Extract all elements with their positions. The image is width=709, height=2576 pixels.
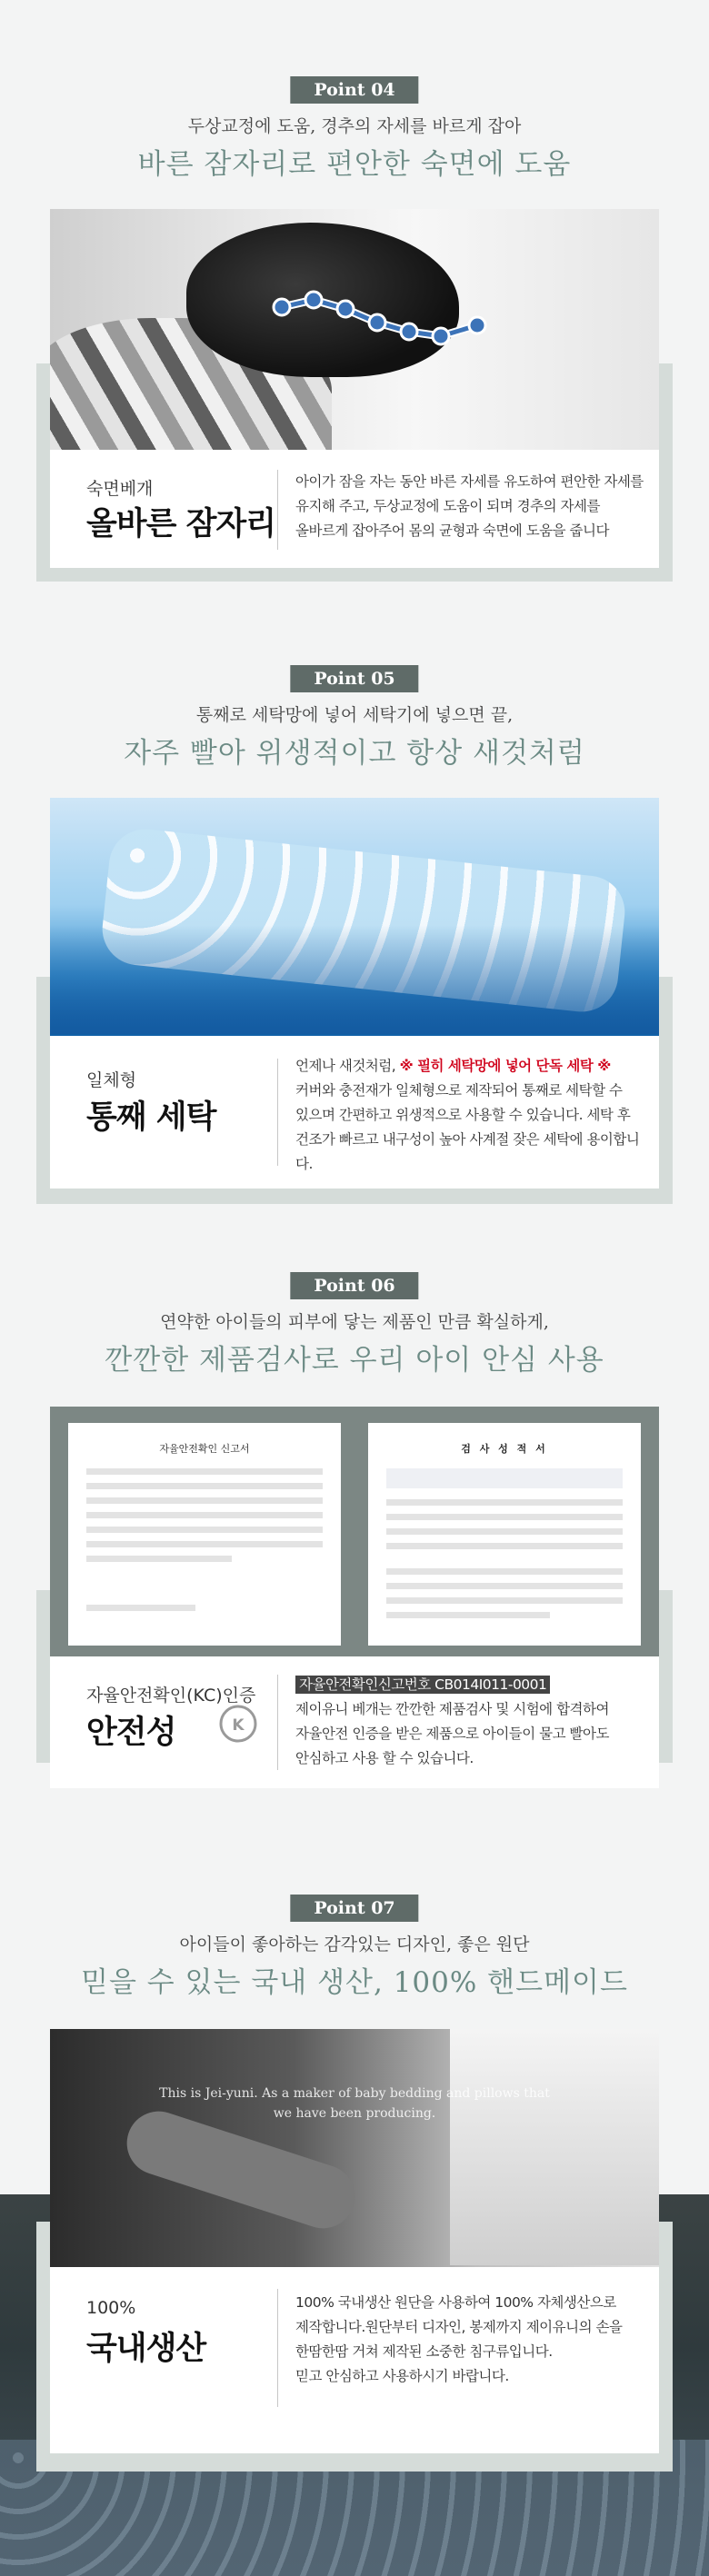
sewing-photo	[50, 2029, 659, 2267]
sleeping-baby-photo	[50, 209, 659, 450]
section-heading: 깐깐한 제품검사로 우리 아이 안심 사용	[105, 1344, 604, 1377]
section-subtitle: 두상교정에 도움, 경추의 자세를 바르게 잡아	[187, 116, 522, 136]
feature-label: 100%	[86, 2298, 136, 2318]
photo-watermark: This is Jei-yuni. As a maker of baby bedding and pillows that we have been producing.	[159, 2086, 550, 2121]
section-subtitle: 아이들이 좋아하는 감각있는 디자인, 좋은 원단	[179, 1934, 530, 1954]
feature-description: 100% 국내생산 원단을 사용하여 100% 자체생산으로 제작합니다.원단부터 디자인, 봉제까지 제이유니의 손을 한땀한땀 거쳐 제작된 소중한 침구류입니다. 믿고 안심하고 사용하시기 바랍니다.	[295, 2294, 623, 2384]
feature-card	[50, 450, 659, 568]
feature-card	[50, 1036, 659, 1189]
certificate-documents-photo	[50, 1407, 659, 1656]
section-subtitle: 통째로 세탁망에 넣어 세탁기에 넣으면 끝,	[195, 705, 514, 725]
feature-title: 국내생산	[86, 2331, 206, 2367]
section-heading: 믿을 수 있는 국내 생산, 100% 핸드메이드	[81, 1966, 628, 1999]
section-point-06	[0, 1272, 709, 1808]
point-badge: Point 06	[290, 1272, 418, 1299]
feature-description: 아이가 잠을 자는 동안 바른 자세를 유도하여 편안한 자세를 유지해 주고, 두상교정에 도움이 되며 경추의 자세를 올바르게 잡아주어 몸의 균형과 숙면에 도움을 줍니다	[295, 473, 644, 539]
point-badge: Point 07	[290, 1895, 418, 1922]
point-badge: Point 05	[290, 665, 418, 692]
feature-label: 자율안전확인(KC)인증	[86, 1686, 256, 1706]
section-point-07	[0, 1895, 709, 2576]
feature-title: 안전성	[86, 1715, 176, 1751]
feature-card	[50, 1656, 659, 1788]
section-point-05	[0, 654, 709, 1272]
spine-alignment-graphic	[50, 209, 659, 450]
point-badge: Point 04	[290, 76, 418, 104]
feature-card	[50, 2267, 659, 2453]
kc-mark-icon	[218, 1704, 258, 1744]
kc-certificate-document: 자율안전확인 신고서	[68, 1423, 341, 1646]
feature-label: 일체형	[86, 1070, 137, 1090]
section-heading: 자주 빨아 위생적이고 항상 새것처럼	[124, 737, 585, 770]
feature-description: 자율안전확인신고번호 CB014I011-0001 제이유니 베개는 깐깐한 제품검사 및 시험에 합격하여 자율안전 인증을 받은 제품으로 아이들이 물고 빨아도 안심하고 사용 할 수 있습니다.	[295, 1676, 609, 1766]
feature-label: 숙면베개	[86, 479, 154, 499]
section-subtitle: 연약한 아이들의 피부에 닿는 제품인 만큼 확실하게,	[160, 1312, 549, 1332]
feature-title: 올바른 잠자리	[86, 506, 276, 542]
feature-title: 통째 세탁	[86, 1099, 216, 1136]
svg-text:K: K	[232, 1716, 245, 1735]
kc-registration-number: 자율안전확인신고번호 CB014I011-0001	[295, 1676, 550, 1694]
section-point-04	[0, 0, 709, 654]
washing-pillow-photo	[50, 798, 659, 1036]
feature-description: 언제나 새것처럼, ※ 필히 세탁망에 넣어 단독 세탁 ※ 커버와 충전재가 일체형으로 제작되어 통째로 세탁할 수 있으며 간편하고 위생적으로 사용할 수 있습니다. 세탁 후 건조가 빠르고 내구성이 높아 사계절 잦은 세탁에 용이합니다.	[295, 1058, 640, 1172]
test-report-document: 검 사 성 적 서	[368, 1423, 641, 1646]
section-heading: 바른 잠자리로 편안한 숙면에 도움	[137, 148, 572, 181]
